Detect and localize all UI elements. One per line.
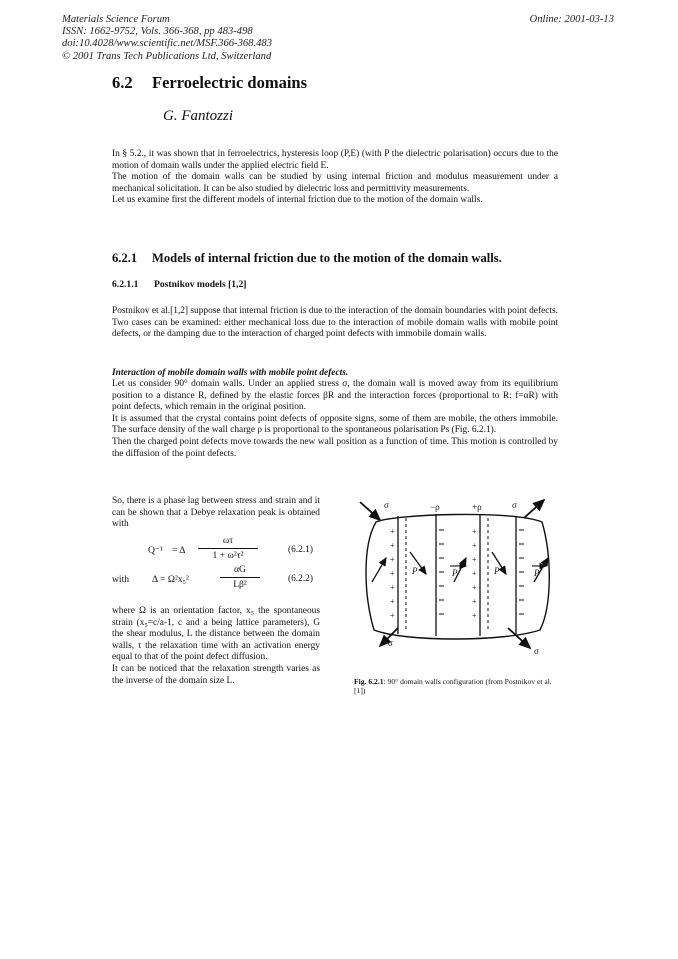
- plus-charge-mark: +: [472, 583, 477, 592]
- subsubsection-number: 6.2.1.1: [112, 279, 139, 290]
- subsection-number: 6.2.1: [112, 251, 138, 265]
- left-column-text: [112, 496, 320, 531]
- eq1-denominator: 1 + ω²τ²: [212, 550, 244, 561]
- subsubsection-title: Postnikov models [1,2]: [154, 279, 247, 290]
- plus-charge-mark: +: [390, 541, 395, 550]
- subsection-heading: [112, 251, 502, 266]
- plus-charge-mark: +: [472, 541, 477, 550]
- postnikov-text: [112, 306, 558, 341]
- interaction-heading: Interaction of mobile domain walls with mobile point defects.: [112, 368, 349, 378]
- journal-header: [62, 14, 272, 63]
- doi-link[interactable]: doi:10.4028/www.scientific.net/MSF.366-368.483: [62, 38, 272, 50]
- section-number: 6.2: [112, 73, 133, 92]
- figure-domain-walls: [354, 496, 564, 673]
- eq2-lhs: Δ = Ω²x₅²: [152, 574, 189, 585]
- intro-paragraph: Let us examine first the different models of internal friction due to the motion of the domain walls.: [112, 195, 483, 206]
- stress-arrow: [360, 502, 380, 520]
- polarization-label: P: [534, 568, 540, 578]
- left-column-text-2: [112, 606, 320, 687]
- section-title-text: Ferroelectric domains: [152, 73, 308, 92]
- interaction-paragraph: Let us consider 90° domain walls. Under an applied stress σ, the domain wall is moved away from its equilibrium position to a distance R, defined by the elastic forces βR and the interaction forces (proportional to R: f=αR) with point defects, which remain in the original position.: [112, 379, 558, 413]
- caption-label: Fig. 6.2.1: [354, 677, 384, 686]
- author-name: G. Fantozzi: [163, 108, 234, 124]
- interaction-text: [112, 379, 558, 460]
- stress-label: σ: [534, 646, 539, 656]
- subsubsection-heading: [112, 279, 246, 290]
- eq2-numerator: αG: [234, 564, 246, 575]
- journal-name: Materials Science Forum: [62, 14, 170, 25]
- charge-density-label: +ρ: [472, 502, 482, 512]
- caption-text: : 90° domain walls configuration (from Postnikov et al. [1]): [354, 677, 552, 696]
- plus-charge-mark: +: [472, 569, 477, 578]
- subsection-title: Models of internal friction due to the motion of the domain walls.: [152, 251, 502, 265]
- relaxation-strength-paragraph: It can be noticed that the relaxation strength varies as the inverse of the domain size L.: [112, 663, 320, 686]
- stress-arrow: [508, 628, 530, 648]
- postnikov-paragraph: Postnikov et al.[1,2] suppose that internal friction is due to the interaction of the domain boundaries with point defects. Two cases can be examined: either mechanical loss due to the interaction of mobile domain walls with mobile point defects, or the damping due to the interaction of charged point defects with immobile domain walls.: [112, 306, 558, 340]
- plus-charge-mark: +: [472, 597, 477, 606]
- figure-caption: [354, 677, 564, 696]
- plus-charges: [390, 527, 477, 620]
- section-title: [112, 73, 307, 93]
- eq1-lhs: Q⁻¹: [148, 545, 163, 556]
- plus-charge-mark: +: [390, 611, 395, 620]
- eq1-label: (6.2.1): [288, 545, 313, 555]
- eq1-numerator: ωτ: [222, 535, 234, 546]
- stress-label: σ: [512, 500, 517, 510]
- plus-charge-mark: +: [390, 583, 395, 592]
- stress-label: σ: [388, 638, 393, 648]
- plus-charge-mark: +: [472, 527, 477, 536]
- online-date: Online: 2001-03-13: [529, 14, 614, 25]
- plus-charge-mark: +: [472, 555, 477, 564]
- intro-paragraph: The motion of the domain walls can be studied by using internal friction and modulus measurement under a mechanical solicitation. It can be also studied by dielectric loss and permittivity measurements.: [112, 172, 558, 194]
- plus-charge-mark: +: [390, 569, 395, 578]
- polarization-label: P: [452, 568, 458, 578]
- domain-walls-diagram: [354, 496, 564, 668]
- interaction-paragraph: Then the charged point defects move towards the new wall position as a function of time. This motion is controlled by the diffusion of the point defects.: [112, 436, 558, 459]
- eq2-with: with: [112, 574, 130, 585]
- interaction-paragraph: It is assumed that the crystal contains point defects of opposite signs, some of them are mobile, the others immobile. The surface density of the wall charge ρ is proportional to the spontaneous polarisation Ps (Fig. 6.2.1).: [112, 413, 558, 436]
- equation-6-2-2: [112, 562, 282, 596]
- polarization-label: P: [494, 566, 500, 576]
- plus-charge-mark: +: [390, 527, 395, 536]
- stress-label: σ: [384, 500, 389, 510]
- intro-text: [112, 149, 558, 207]
- issn-line: ISSN: 1662-9752, Vols. 366-368, pp 483-498: [62, 26, 253, 38]
- plus-charge-mark: +: [390, 555, 395, 564]
- charge-density-label: −ρ: [430, 502, 440, 512]
- polarization-arrow: [372, 558, 386, 582]
- eq1-equals: = Δ: [172, 545, 186, 556]
- plus-charge-mark: +: [472, 611, 477, 620]
- eq2-label: (6.2.2): [288, 574, 313, 584]
- stress-arrow: [524, 500, 544, 518]
- copyright-line: © 2001 Trans Tech Publications Ltd, Switzerland: [62, 50, 272, 62]
- polarization-label: P: [412, 566, 418, 576]
- definitions-paragraph: where Ω is an orientation factor, x₅ the spontaneous strain (x₅=c/a-1, c and a being lattice parameters), G the shear modulus, L the distance between the domain walls, τ the relaxation time with an activation energy equal to that of the point defect diffusion.: [112, 606, 320, 663]
- eq2-denominator: Lβ²: [233, 579, 247, 590]
- intro-paragraph: In § 5.2., it was shown that in ferroelectrics, hysteresis loop (P,E) (with P the dielectric polarisation) occurs due to the motion of domain walls under the applied electric field E.: [112, 149, 558, 171]
- debye-paragraph: So, there is a phase lag between stress and strain and it can be shown that a Debye relaxation peak is obtained with: [112, 496, 320, 530]
- plus-charge-mark: +: [390, 597, 395, 606]
